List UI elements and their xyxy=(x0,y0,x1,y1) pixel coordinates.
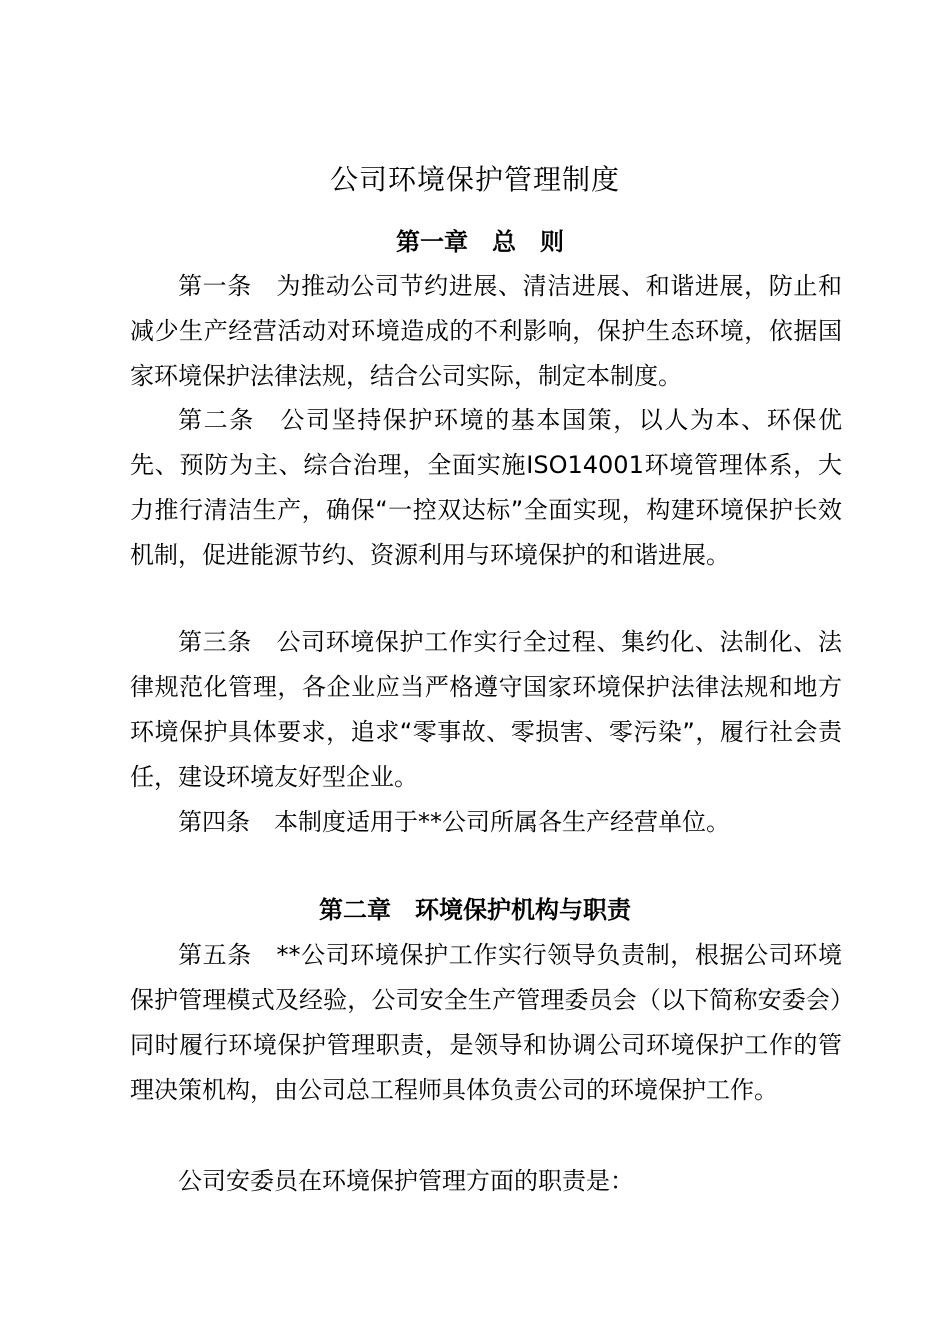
article-2: 第二条 公司坚持保护环境的基本国策，以人为本、环保优先、预防为主、综合治理，全面实施ISO14001环境管理体系，大力推行清洁生产，确保“一控双达标”全面实现，构建环境保护长效机制，促进能源节约、资源利用与环境保护的和谐进展。 xyxy=(130,406,842,569)
article-1: 第一条 为推动公司节约进展、清洁进展、和谐进展，防止和减少生产经营活动对环境造成的不利影响，保护生态环境，依据国家环境保护法律法规，结合公司实际，制定本制度。 xyxy=(130,272,842,390)
chapter-2-heading: 第二章 环境保护机构与职责 xyxy=(319,896,631,924)
article-3: 第三条 公司环境保护工作实行全过程、集约化、法制化、法律规范化管理，各企业应当严格遵守国家环境保护法律法规和地方环境保护具体要求，追求“零事故、零损害、零污染”，履行社会责任，建设环境友好型企业。 xyxy=(130,628,842,791)
committee-duties-intro: 公司安委员在环境保护管理方面的职责是： xyxy=(178,1167,634,1195)
document-title: 公司环境保护管理制度 xyxy=(329,163,620,196)
article-5: 第五条 **公司环境保护工作实行领导负责制，根据公司环境保护管理模式及经验，公司安全生产管理委员会（以下简称安委会）同时履行环境保护管理职责，是领导和协调公司环境保护工作的管理决策机构，由公司总工程师具体负责公司的环境保护工作。 xyxy=(130,941,842,1104)
article-4: 第四条 本制度适用于**公司所属各生产经营单位。 xyxy=(178,808,730,836)
chapter-1-heading: 第一章 总 则 xyxy=(396,228,564,256)
